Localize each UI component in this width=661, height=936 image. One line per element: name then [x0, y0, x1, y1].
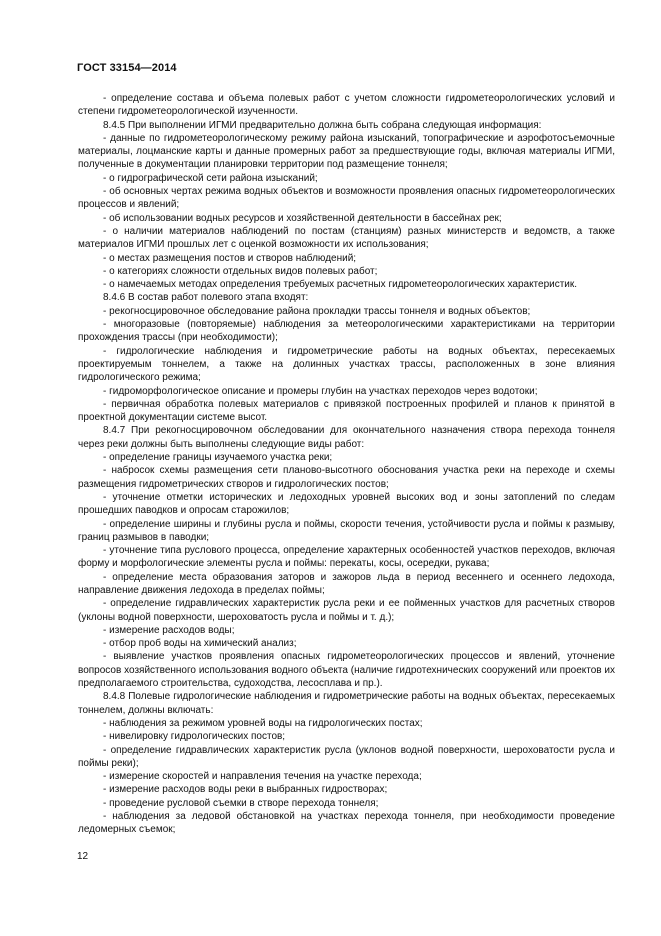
paragraph: - наблюдения за режимом уровней воды на гидрологических постах; — [103, 717, 423, 729]
page-header: ГОСТ 33154—2014 — [77, 62, 177, 74]
paragraph: - рекогносцировочное обследование района прокладки трассы тоннеля и водных объектов; — [103, 305, 531, 317]
paragraph: - гидрологические наблюдения и гидрометрические работы на водных объектах, пересекаемых проектируемым тоннелем, а также на долинных участках трассы, расположенных в зоне влияния гидрологического режима; — [78, 345, 615, 384]
paragraph: - о категориях сложности отдельных видов полевых работ; — [103, 265, 378, 277]
paragraph: - об основных чертах режима водных объектов и возможности проявления опасных гидрометеорологических процессов и явлений; — [78, 186, 615, 211]
paragraph: - выявление участков проявления опасных гидрометеорологических процессов и явлений, уточнение вопросов хозяйственного использования водного объекта (наличие гидротехнических сооружений или проектов их предполагаемого строительства, судоходства, лесосплава и пр.). — [78, 651, 615, 690]
paragraph: - определение состава и объема полевых работ с учетом сложности гидрометеорологических условий и степени гидрометеорологической изученности. — [78, 93, 615, 118]
paragraph: - наблюдения за ледовой обстановкой на участках перехода тоннеля, при необходимости проведение ледомерных съемок; — [78, 811, 615, 836]
paragraph: - определение гидравлических характеристик русла реки и ее пойменных участков для расчетных створов (уклоны водной поверхности, шероховатость русла и поймы и т. д.); — [78, 598, 615, 623]
paragraph: 8.4.8 Полевые гидрологические наблюдения и гидрометрические работы на водных объектах, пересекаемых тоннелем, должны включать: — [78, 691, 615, 716]
paragraph: - многоразовые (повторяемые) наблюдения за метеорологическими характеристиками на территории прохождения трассы (при необходимости); — [78, 319, 615, 344]
paragraph: - нивелировку гидрологических постов; — [103, 731, 286, 743]
paragraph: - измерение расходов воды; — [103, 624, 235, 636]
paragraph: - измерение скоростей и направления течения на участке перехода; — [103, 771, 422, 783]
paragraph: - уточнение типа руслового процесса, определение характерных особенностей участков переходов, включая форму и морфологические элементы русла и поймы: перекаты, косы, осередки, рукава; — [78, 545, 615, 570]
paragraph: - измерение расходов воды реки в выбранных гидростворах; — [103, 784, 388, 796]
paragraph: - об использовании водных ресурсов и хозяйственной деятельности в бассейнах рек; — [103, 212, 502, 224]
paragraph: 8.4.7 При рекогносцировочном обследовании для окончательного назначения створа перехода тоннеля через реки должны быть выполнены следующие виды работ: — [78, 425, 615, 450]
paragraph: - уточнение отметки исторических и ледоходных уровней высоких вод и зоны затоплений по следам прошедших паводков и опросам старожилов; — [78, 491, 615, 517]
paragraph: - проведение русловой съемки в створе перехода тоннеля; — [103, 797, 379, 809]
paragraph: - данные по гидрометеорологическому режиму района изысканий, топографические и аэрофотосъемочные материалы, лоцманские карты и данные промерных работ за предшествующие годы, включая материалы ИГМИ, полученные в документации планировки территории под размещение тоннеля; — [78, 132, 615, 171]
document-body — [78, 92, 615, 837]
paragraph: 8.4.6 В состав работ полевого этапа входят: — [103, 292, 309, 304]
paragraph: - первичная обработка полевых материалов с привязкой построенных профилей и планов к принятой в проектной документации системе высот. — [78, 398, 615, 424]
paragraph: - определение места образования заторов и зажоров льда в период весеннего и осеннего ледохода, направление движения ледохода в пределах поймы; — [78, 571, 615, 596]
paragraph: - о гидрографической сети района изысканий; — [103, 172, 318, 184]
paragraph: - определение гидравлических характеристик русла (уклонов водной поверхности, шероховатости русла и поймы реки); — [78, 744, 615, 769]
page-number: 12 — [77, 851, 89, 862]
paragraph: - набросок схемы размещения сети планово-высотного обоснования участка реки на переходе и схемы размещения гидрометрических створов и гидрологических постов; — [78, 465, 615, 490]
paragraph: - отбор проб воды на химический анализ; — [103, 638, 297, 650]
paragraph: 8.4.5 При выполнении ИГМИ предварительно должна быть собрана следующая информация: — [103, 119, 542, 131]
paragraph: - о местах размещения постов и створов наблюдений; — [103, 252, 357, 264]
paragraph: - гидроморфологическое описание и промеры глубин на участках переходов через водотоки; — [103, 385, 538, 397]
paragraph: - определение границы изучаемого участка реки; — [103, 452, 333, 464]
paragraph: - о наличии материалов наблюдений по постам (станциям) разных министерств и ведомств, а также материалов ИГМИ прошлых лет с оценкой возможности их использования; — [78, 225, 615, 251]
paragraph: - определение ширины и глубины русла и поймы, скорости течения, устойчивости русла и поймы к размыву, границ размывов в паводки; — [78, 518, 615, 543]
paragraph: - о намечаемых методах определения требуемых расчетных гидрометеорологических характеристик. — [103, 279, 578, 291]
